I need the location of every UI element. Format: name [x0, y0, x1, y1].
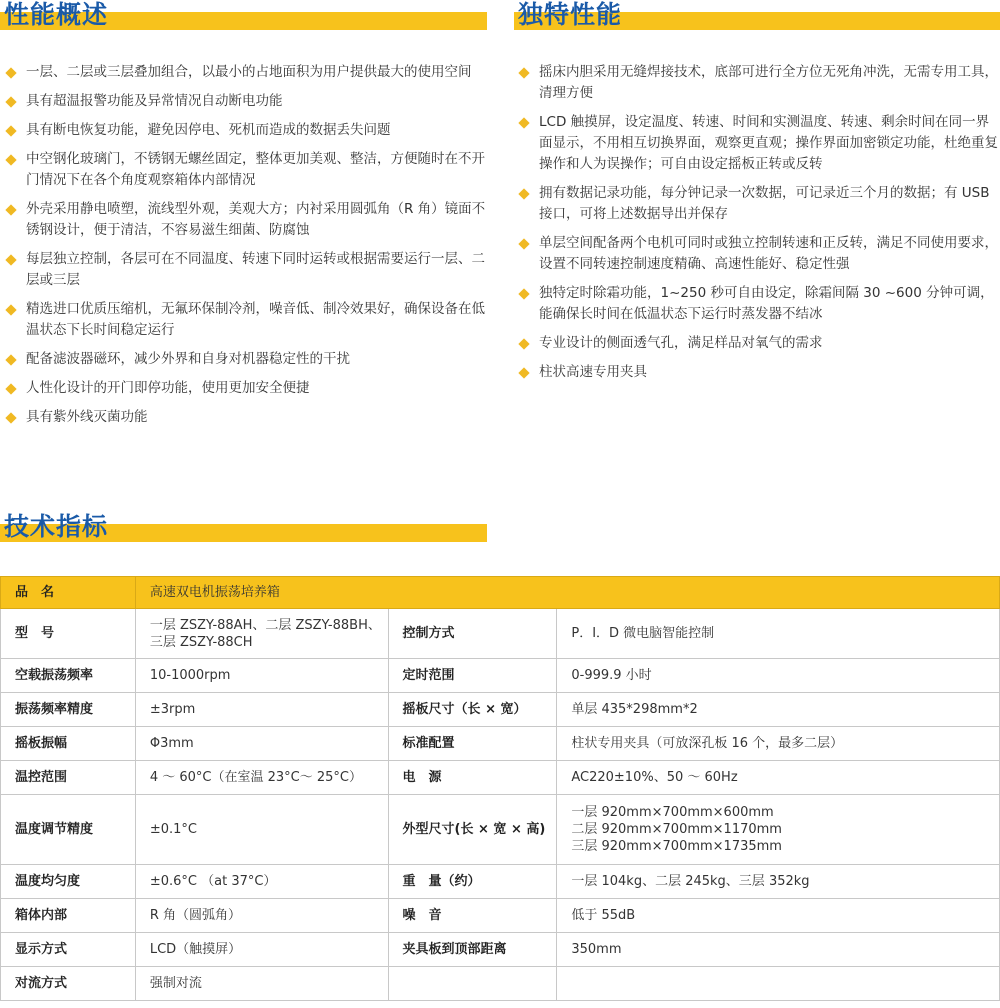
table-row [1, 865, 1000, 899]
table-row [1, 659, 1000, 693]
diamond-bullet-icon [5, 125, 16, 136]
specs-heading [0, 512, 487, 542]
list-item: 具有断电恢复功能，避免因停电、死机而造成的数据丢失问题 [2, 120, 490, 141]
diamond-bullet-icon [518, 288, 529, 299]
amp-label: 摇板振幅 [1, 727, 136, 761]
empty-cell [557, 967, 1000, 1001]
diamond-bullet-icon [5, 383, 16, 394]
list-item: 配备滤波器磁环，减少外界和自身对机器稳定性的干扰 [2, 349, 490, 370]
std-value: 柱状专用夹具（可放深孔板 16 个，最多二层） [557, 727, 1000, 761]
freqacc-value: ±3rpm [135, 693, 388, 727]
table-row [1, 761, 1000, 795]
board-value: 单层 435*298mm*2 [557, 693, 1000, 727]
diamond-bullet-icon [518, 188, 529, 199]
product-label: 品 名 [1, 577, 136, 609]
list-item: 专业设计的侧面透气孔，满足样品对氧气的需求 [515, 333, 1000, 354]
freqacc-label: 振荡频率精度 [1, 693, 136, 727]
list-item: 人性化设计的开门即停功能，使用更加安全便捷 [2, 378, 490, 399]
product-value: 高速双电机振荡培养箱 [135, 577, 999, 609]
display-label: 显示方式 [1, 933, 136, 967]
list-item: 精选进口优质压缩机，无氟环保制冷剂，噪音低、制冷效果好，确保设备在低温状态下长时间稳定运行 [2, 299, 490, 341]
specs-title: 技术指标 [4, 512, 109, 541]
noise-label: 噪 音 [388, 899, 557, 933]
diamond-bullet-icon [518, 238, 529, 249]
table-row [1, 609, 1000, 659]
clamp-label: 夹具板到顶部距离 [388, 933, 557, 967]
list-item: 中空钢化玻璃门，不锈钢无螺丝固定，整体更加美观、整洁，方便随时在不开门情况下在各个角度观察箱体内部情况 [2, 149, 490, 191]
list-item: 单层空间配备两个电机可同时或独立控制转速和正反转，满足不同使用要求，设置不同转速控制速度精确、高速性能好、稳定性强 [515, 233, 1000, 275]
clamp-value: 350mm [557, 933, 1000, 967]
diamond-bullet-icon [5, 67, 16, 78]
diamond-bullet-icon [5, 154, 16, 165]
timer-value: 0-999.9 小时 [557, 659, 1000, 693]
list-item: 每层独立控制，各层可在不同温度、转速下同时运转或根据需要运行一层、二层或三层 [2, 249, 490, 291]
display-value: LCD（触摸屏） [135, 933, 388, 967]
diamond-bullet-icon [518, 67, 529, 78]
model-label: 型 号 [1, 609, 136, 659]
diamond-bullet-icon [5, 304, 16, 315]
table-row [1, 933, 1000, 967]
tempacc-label: 温度调节精度 [1, 795, 136, 865]
diamond-bullet-icon [5, 354, 16, 365]
features-list [515, 62, 1000, 391]
diamond-bullet-icon [5, 96, 16, 107]
freq-value: 10-1000rpm [135, 659, 388, 693]
tempacc-value: ±0.1°C [135, 795, 388, 865]
temp-label: 温控范围 [1, 761, 136, 795]
temp-value: 4 ～ 60°C（在室温 23°C～ 25°C） [135, 761, 388, 795]
list-item: 拥有数据记录功能，每分钟记录一次数据，可记录近三个月的数据；有 USB 接口，可将上述数据导出并保存 [515, 183, 1000, 225]
features-heading [514, 0, 1000, 30]
diamond-bullet-icon [518, 117, 529, 128]
std-label: 标准配置 [388, 727, 557, 761]
table-row [1, 577, 1000, 609]
list-item: 柱状高速专用夹具 [515, 362, 1000, 383]
diamond-bullet-icon [518, 367, 529, 378]
table-row [1, 967, 1000, 1001]
performance-list [2, 62, 490, 436]
table-row [1, 727, 1000, 761]
dim-label: 外型尺寸(长 × 宽 × 高) [388, 795, 557, 865]
conv-label: 对流方式 [1, 967, 136, 1001]
power-value: AC220±10%、50 ～ 60Hz [557, 761, 1000, 795]
list-item: 独特定时除霜功能，1~250 秒可自由设定，除霜间隔 30 ~600 分钟可调，能确保长时间在低温状态下运行时蒸发器不结冰 [515, 283, 1000, 325]
table-row [1, 795, 1000, 865]
model-value: 一层 ZSZY-88AH、二层 ZSZY-88BH、 三层 ZSZY-88CH [135, 609, 388, 659]
conv-value: 强制对流 [135, 967, 388, 1001]
performance-title: 性能概述 [4, 0, 109, 29]
table-row [1, 899, 1000, 933]
list-item: 具有超温报警功能及异常情况自动断电功能 [2, 91, 490, 112]
noise-value: 低于 55dB [557, 899, 1000, 933]
weight-value: 一层 104kg、二层 245kg、三层 352kg [557, 865, 1000, 899]
diamond-bullet-icon [5, 412, 16, 423]
empty-cell [388, 967, 557, 1001]
list-item: 摇床内胆采用无缝焊接技术，底部可进行全方位无死角冲洗，无需专用工具，清理方便 [515, 62, 1000, 104]
uniform-label: 温度均匀度 [1, 865, 136, 899]
freq-label: 空载振荡频率 [1, 659, 136, 693]
diamond-bullet-icon [5, 204, 16, 215]
board-label: 摇板尺寸（长 × 宽） [388, 693, 557, 727]
list-item: LCD 触摸屏，设定温度、转速、时间和实测温度、转速、剩余时间在同一界面显示，不用相互切换界面，观察更直观；操作界面加密锁定功能，杜绝重复操作和人为误操作；可自由设定摇板正转或反转 [515, 112, 1000, 175]
list-item: 一层、二层或三层叠加组合，以最小的占地面积为用户提供最大的使用空间 [2, 62, 490, 83]
diamond-bullet-icon [518, 338, 529, 349]
weight-label: 重 量（约） [388, 865, 557, 899]
timer-label: 定时范围 [388, 659, 557, 693]
dim-value: 一层 920mm×700mm×600mm 二层 920mm×700mm×1170mm 三层 920mm×700mm×1735mm [557, 795, 1000, 865]
list-item: 具有紫外线灭菌功能 [2, 407, 490, 428]
performance-heading [0, 0, 487, 30]
inner-value: R 角（圆弧角） [135, 899, 388, 933]
diamond-bullet-icon [5, 254, 16, 265]
control-value: P．I．D 微电脑智能控制 [557, 609, 1000, 659]
control-label: 控制方式 [388, 609, 557, 659]
spec-table [0, 576, 1000, 1001]
inner-label: 箱体内部 [1, 899, 136, 933]
features-title: 独特性能 [518, 0, 623, 29]
amp-value: Φ3mm [135, 727, 388, 761]
list-item: 外壳采用静电喷塑，流线型外观，美观大方；内衬采用圆弧角（R 角）镜面不锈钢设计，便于清洁，不容易滋生细菌、防腐蚀 [2, 199, 490, 241]
table-row [1, 693, 1000, 727]
power-label: 电 源 [388, 761, 557, 795]
uniform-value: ±0.6°C （at 37°C） [135, 865, 388, 899]
